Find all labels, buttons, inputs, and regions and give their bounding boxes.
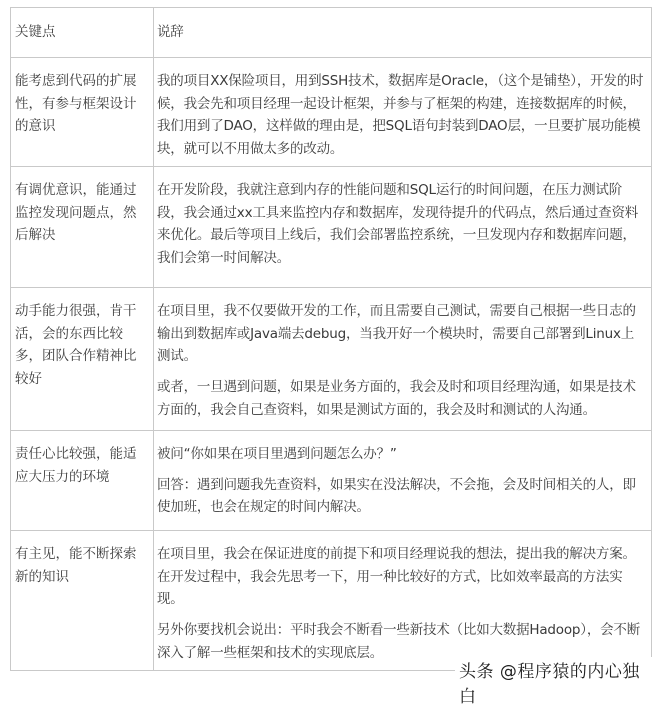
speech-paragraph: 我的项目XX保险项目，用到SSH技术，数据库是Oracle，（这个是铺垫），开发的时候，我会先和项目经理一起设计框架，并参与了框架的构建，连接数据库的时候，我们用到了DAO，这样做的理由是，把SQL语句封装到DAO层，一旦要扩展功能模块，就可以不用做太多的改动。: [157, 73, 644, 158]
speech-paragraph: 回答：遇到问题我先查资料，如果实在没法解决，不会拖，会及时间相关的人，即使加班，也会在规定的时间内解决。: [157, 476, 636, 516]
key-point-cell: 责任心比较强，能适应大压力的环境: [11, 431, 154, 530]
key-point-cell: 有主见，能不断探索新的知识: [11, 531, 154, 670]
table-row: [11, 530, 651, 670]
table-row: [11, 430, 651, 530]
source-watermark: 头条 @程序猿的内心独白: [455, 657, 657, 707]
speech-paragraph: 在项目里，我会在保证进度的前提下和项目经理说我的想法，提出我的解决方案。在开发过程中，我会先思考一下，用一种比较好的方式，比如效率最高的方法实现。: [157, 546, 636, 608]
speech-cell: [154, 531, 651, 670]
speech-paragraph: 另外你要找机会说出：平时我会不断看一些新技术（比如大数据Hadoop），会不断深入了解一些框架和技术的实现底层。: [157, 622, 641, 661]
table-row: [11, 166, 651, 287]
interview-table: [10, 7, 652, 671]
key-point-cell: 动手能力很强，肯干活，会的东西比较多，团队合作精神比较好: [11, 288, 154, 430]
key-point-cell: 能考虑到代码的扩展性，有参与框架设计的意识: [11, 58, 154, 166]
speech-paragraph: 在开发阶段，我就注意到内存的性能问题和SQL运行的时间问题，在压力测试阶段，我会通过xx工具来监控内存和数据库，发现待提升的代码点，然后通过查资料来优化。最后等项目上线后，我们会部署监控系统，一旦发现内存和数据库问题，我们会第一时间解决。: [157, 182, 639, 267]
speech-paragraph: 在项目里，我不仅要做开发的工作，而且需要自己测试，需要自己根据一些日志的输出到数据库或Java端去debug，当我开好一个模块时，需要自己部署到Linux上测试。: [157, 303, 636, 365]
speech-paragraph: 被问“你如果在项目里遇到问题怎么办？”: [157, 446, 397, 462]
table-row: [11, 57, 651, 166]
speech-cell: [154, 58, 651, 166]
speech-cell: [154, 167, 651, 287]
header-text-cell: 说辞: [157, 24, 184, 40]
speech-cell: [154, 288, 651, 430]
key-point-cell: 有调优意识，能通过监控发现问题点，然后解决: [11, 167, 154, 287]
table-header-row: [11, 8, 651, 57]
table-row: [11, 287, 651, 430]
header-key-cell: 关键点: [11, 8, 154, 57]
speech-cell: [154, 431, 651, 530]
speech-paragraph: 或者，一旦遇到问题，如果是业务方面的，我会及时和项目经理沟通，如果是技术方面的，我会自己查资料，如果是测试方面的，我会及时和测试的人沟通。: [157, 379, 636, 418]
